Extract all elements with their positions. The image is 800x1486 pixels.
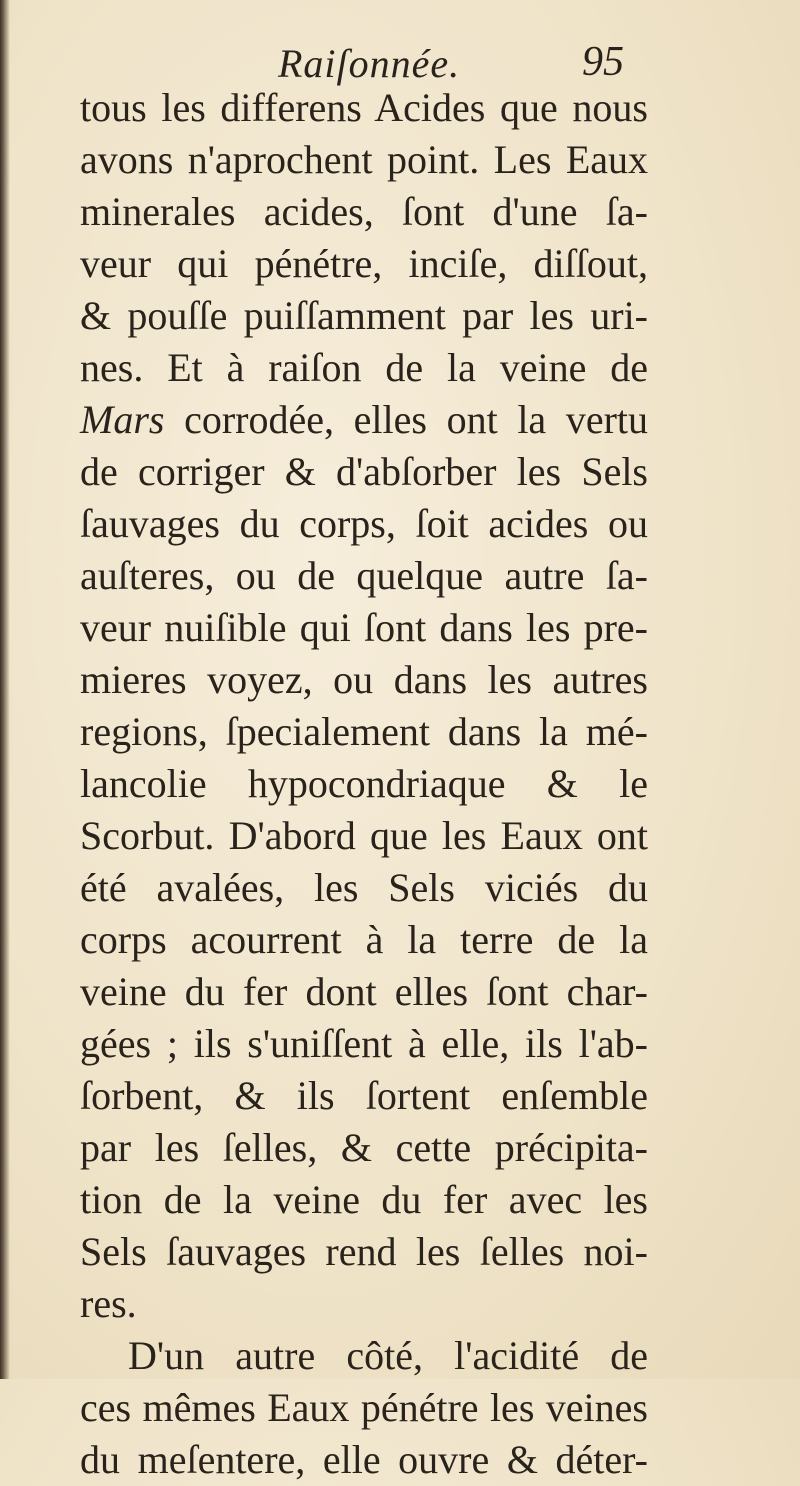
text-line: de corriger & d'abſorber les Sels	[80, 449, 648, 494]
text-line: tous les differens Acides que nous	[80, 85, 648, 130]
running-title: Raiſonnée.	[278, 41, 461, 86]
text-line: ces mêmes Eaux pénétre les veines	[80, 1385, 648, 1430]
text-line-remainder: corrodée, elles ont la vertu	[184, 397, 649, 442]
text-line: veur nuiſible qui ſont dans les pre-	[80, 605, 648, 650]
italic-word-mars: Mars	[80, 397, 165, 442]
text-line: par les ſelles, & cette précipita-	[80, 1125, 648, 1170]
page-edge-shadow	[0, 0, 10, 1379]
page-number: 95	[582, 39, 624, 85]
text-line: & pouſſe puiſſamment par les uri-	[80, 293, 648, 338]
running-head	[0, 30, 800, 90]
text-line: regions, ſpecialement dans la mé-	[80, 709, 648, 754]
text-line: corps acourrent à la terre de la	[80, 917, 648, 962]
text-line: D'un autre côté, l'acidité de	[128, 1333, 648, 1378]
text-line	[80, 394, 648, 446]
text-line: été avalées, les Sels viciés du	[80, 865, 648, 910]
text-line: Scorbut. D'abord que les Eaux ont	[80, 813, 648, 858]
text-line: minerales acides, ſont d'une ſa-	[80, 189, 648, 234]
text-line: Sels ſauvages rend les ſelles noi-	[80, 1229, 648, 1274]
text-line: tion de la veine du fer avec les	[80, 1177, 648, 1222]
body-text	[80, 82, 648, 1486]
text-line: ſorbent, & ils ſortent enſemble	[80, 1073, 648, 1118]
text-line: lancolie hypocondriaque & le	[80, 761, 648, 806]
text-line: veine du fer dont elles ſont char-	[80, 969, 648, 1014]
text-line: auſteres, ou de quelque autre ſa-	[80, 553, 648, 598]
text-line: avons n'aprochent point. Les Eaux	[80, 137, 648, 182]
text-line: mieres voyez, ou dans les autres	[80, 657, 648, 702]
text-line: res.	[80, 1281, 137, 1326]
text-line: ſauvages du corps, ſoit acides ou	[80, 501, 648, 546]
text-line: gées ; ils s'uniſſent à elle, ils l'ab-	[80, 1021, 648, 1066]
text-line: veur qui pénétre, inciſe, diſſout,	[80, 241, 648, 286]
text-line: nes. Et à raiſon de la veine de	[80, 345, 648, 390]
text-line: du meſentere, elle ouvre & déter-	[80, 1437, 648, 1482]
